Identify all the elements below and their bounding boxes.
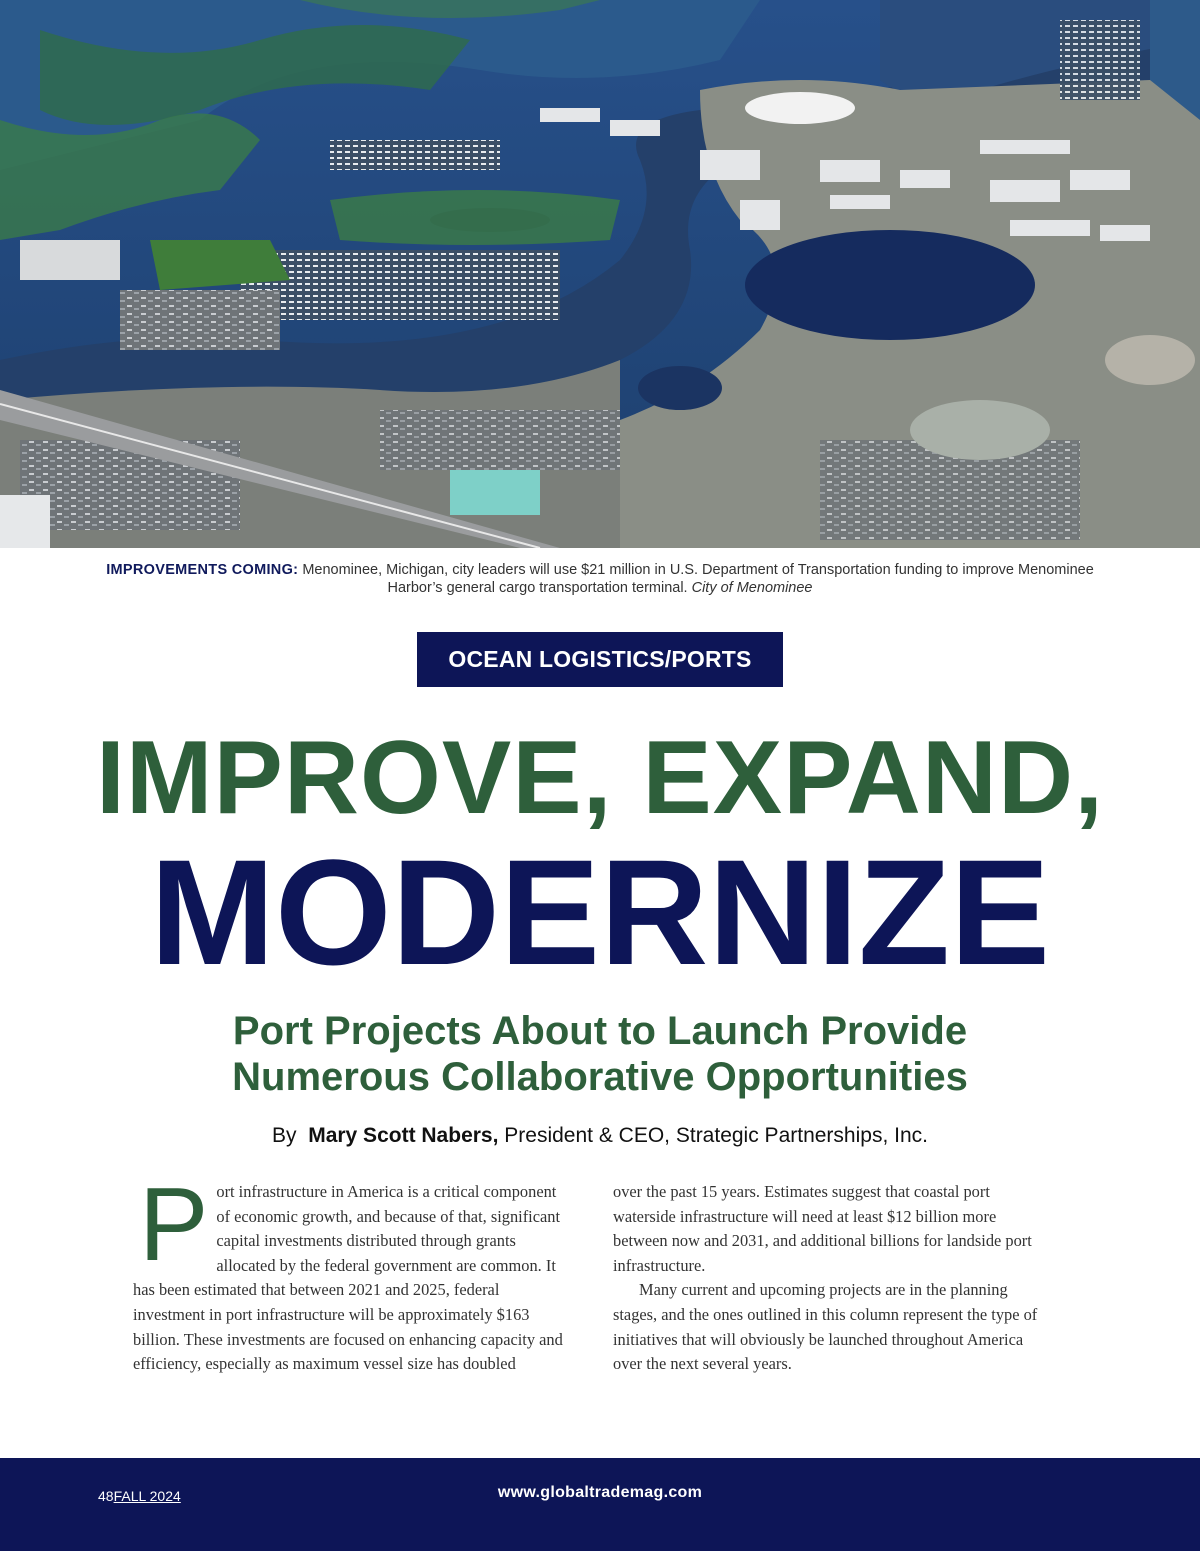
subhead-line-2: Numerous Collaborative Opportunities <box>232 1055 968 1099</box>
subheadline <box>100 1008 1100 1100</box>
drop-cap: P <box>139 1167 209 1283</box>
caption-text: Menominee, Michigan, city leaders will use $21 million in U.S. Department of Transportation funding to improve Menominee Harbor’s general cargo transportation terminal. <box>302 562 1094 596</box>
page-number: 48 <box>98 1488 114 1504</box>
byline-title: President & CEO, Strategic Partnerships, Inc. <box>504 1124 928 1147</box>
issue-label: FALL 2024 <box>113 1488 181 1504</box>
byline-prefix: By <box>272 1124 297 1147</box>
harbor-aerial-photo <box>0 0 1200 548</box>
website-url[interactable]: www.globaltrademag.com <box>497 1484 703 1501</box>
page-footer <box>0 1458 1200 1551</box>
headline-line-2: MODERNIZE <box>150 828 1050 996</box>
paragraph-1-text: ort infrastructure in America is a critical component of economic growth, and because of that, significant capital investments distributed through grants allocated by the federal government are common. It has been estimated that between 2021 and 2025, federal investment in port infrastructure will be approximately $163 billion. These investments are focused on enhancing capacity and efficiency, especially as maximum vessel size has doubled <box>133 1182 563 1374</box>
caption-credit: City of Menominee <box>691 580 813 596</box>
headline-line-1: IMPROVE, EXPAND, <box>95 720 1104 836</box>
article-column-right <box>613 1180 1045 1377</box>
article-paragraph-1 <box>133 1167 565 1377</box>
section-tag: OCEAN LOGISTICS/PORTS <box>417 632 783 687</box>
article-paragraph-2: Many current and upcoming projects are in the planning stages, and the ones outlined in this column represent the type of initiatives that will obviously be launched throughout America over the next several years. <box>613 1280 1038 1374</box>
photo-caption <box>100 561 1100 597</box>
subhead-line-1: Port Projects About to Launch Provide <box>232 1009 968 1053</box>
article-paragraph-1-continued: over the past 15 years. Estimates suggest that coastal port waterside infrastructure will need at least $12 billion more between now and 2031, and additional billions for landside port infrastructure. <box>613 1182 1032 1275</box>
caption-lead: IMPROVEMENTS COMING: <box>106 562 299 578</box>
article-column-left <box>133 1167 565 1377</box>
byline-author: Mary Scott Nabers, <box>308 1124 499 1147</box>
byline <box>0 1124 1200 1148</box>
